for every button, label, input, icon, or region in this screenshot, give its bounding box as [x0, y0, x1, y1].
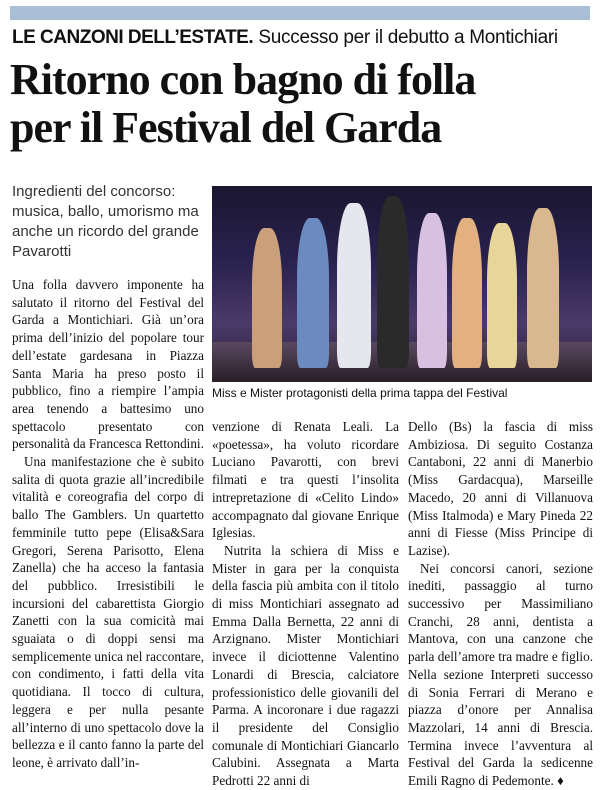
headline [10, 56, 595, 152]
photo-figure [452, 218, 482, 368]
kicker-subtitle: Successo per il debutto a Montichiari [258, 27, 558, 48]
photo-figure [417, 213, 447, 368]
section-color-bar [10, 6, 590, 20]
kicker-label: LE CANZONI DELL’ESTATE. [12, 27, 254, 48]
article-photo [212, 186, 592, 382]
headline-line-1: Ritorno con bagno di folla [10, 55, 476, 104]
photo-figure [297, 218, 329, 368]
photo-figure [377, 196, 409, 368]
paragraph: Dello (Bs) la fascia di miss Ambiziosa. Di seguito Costanza Cantaboni, 22 anni di Manerbio (Miss Gardacqua), Marseille Macedo, 20 anni di Villanuova (Miss Italmoda) e Mary Pineda 22 anni di Fiesse (Miss Principe di Lazise). [408, 419, 593, 558]
paragraph: Una folla davvero imponente ha salutato il ritorno del Festival del Garda a Montichiari. Già un’ora prima dell’inizio del popolare tour dell’estate gardesana in Piazza Santa Maria ha preso posto il pubblico, fino a riempire l’ampia area tenendo a battesimo uno spettacolo presentato con personalità da Francesca Rettondini. [12, 277, 204, 452]
headline-line-2: per il Festival del Garda [10, 103, 442, 152]
kicker-line [12, 26, 592, 50]
photo-figure [487, 223, 517, 368]
standfirst: Ingredienti del concorso: musica, ballo, umorismo ma anche un ricordo del grande Pavarotti [12, 183, 199, 260]
paragraph: Nutrita la schiera di Miss e Mister in gara per la conquista della fascia più ambita con il titolo di miss Montichiari assegnato ad Emma Dalla Bernetta, 22 anni di Arzignano. Mister Montichiari invece il diciottenne Valentino Lonardi di Brescia, calciatore professionistico delle giovanili del Parma. A incoronare i due ragazzi il presidente del Consiglio comunale di Montichiari Giancarlo Calubini. Assegnata a Marta Pedrotti 22 anni di [212, 542, 399, 789]
article-column-2 [212, 418, 399, 790]
photo-figure [337, 203, 371, 368]
paragraph: Una manifestazione che è subito salita di quota grazie all’incredibile vitalità e coreografia del corpo di ballo The Gamblers. Un quartetto femminile tutto pepe (Elisa&Sara Gregori, Serena Parisotto, Elena Zanella) che ha acceso la fantasia del pubblico. Irresistibili le incursioni del cabarettista Giorgio Zanetti con la sua comicità mai sguaiata o di doppi sensi ma semplicemente unica nel raccontare, con condimento, i fatti della vita quotidiana. Il tocco di cultura, leggera e per nulla pesante all’interno di uno spettacolo dove la bellezza e il canto fanno la parte del leone, è arrivato dall’in- [12, 454, 204, 770]
photo-caption: Miss e Mister protagonisti della prima tappa del Festival [212, 386, 508, 400]
photo-figure [527, 208, 559, 368]
article-column-1 [12, 276, 204, 772]
photo-figure [252, 228, 282, 368]
paragraph: Nei concorsi canori, sezione inediti, passaggio al turno successivo per Massimiliano Cranchi, 28 anni, dentista a Mantova, con una canzone che parla dell’amore tra madre e figlio. Nella sezione Interpreti successo di Sonia Ferrari di Merano e piazza d’onore per Annalisa Mazzolari, 14 anni di Brescia. Termina invece l’avventura al Festival del Garda la sedicenne Emili Ragno di Pedemonte. ♦ [408, 560, 593, 789]
paragraph: venzione di Renata Leali. La «poetessa», ha voluto ricordare Luciano Pavarotti, con brevi filmati e tra questi l’insolita intrepretazione di «Celito Lindo» accompagnato dal giovane Enrique Iglesias. [212, 419, 399, 541]
article-column-3 [408, 418, 593, 790]
